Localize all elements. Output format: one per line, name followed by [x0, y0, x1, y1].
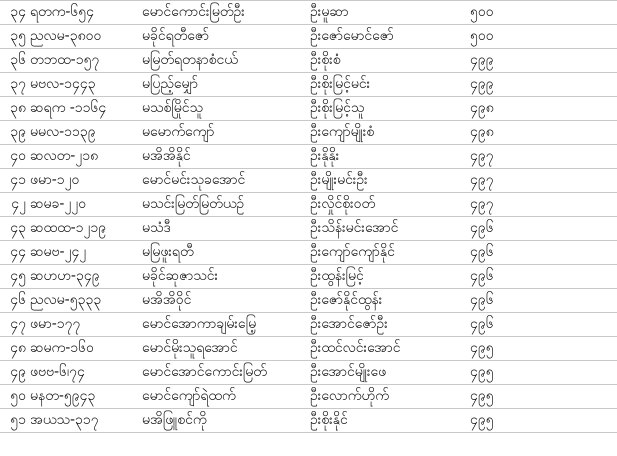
table-row — [0, 1, 617, 25]
table-row — [0, 409, 617, 433]
student-name: မသင်းမြတ်မြတ်ယဉ် — [140, 193, 308, 217]
roll-code: ဖမာ-၁၂၀ — [28, 169, 140, 193]
table-row — [0, 145, 617, 169]
father-name: ဦးစိုးမြင့်မင်း — [308, 73, 468, 97]
father-name: ဦးစိုးနိုင် — [308, 409, 468, 433]
student-name: မမြတ်ရတနာစံငယ် — [140, 49, 308, 73]
father-name: ဦးကျော်ကျော်နိုင် — [308, 241, 468, 265]
row-number: ၃၉ — [0, 121, 28, 145]
results-table-body — [0, 1, 617, 456]
student-name: မောင်အောင်ကောင်းမြတ် — [140, 361, 308, 385]
student-name: မောင်မင်းသုခအောင် — [140, 169, 308, 193]
row-number: ၄၆ — [0, 289, 28, 313]
table-row — [0, 385, 617, 409]
table-row — [0, 73, 617, 97]
father-name: ဦးစိုးစံ — [308, 49, 468, 73]
father-name: ဦးမူဆာ — [308, 1, 468, 25]
row-number: ၃၅ — [0, 25, 28, 49]
father-name: ဦးထင်လင်းအောင် — [308, 337, 468, 361]
student-name — [140, 433, 308, 456]
score: ၄၉၇ — [468, 193, 617, 217]
father-name: ဦးသိန်းမင်းအောင် — [308, 217, 468, 241]
score: ၄၉၇ — [468, 145, 617, 169]
table-row — [0, 97, 617, 121]
roll-code: ဆမခ-၂၂၀ — [28, 193, 140, 217]
score: ၄၉၆ — [468, 289, 617, 313]
father-name: ဦးမျိုးမင်းဦး — [308, 169, 468, 193]
student-name: မမောက်ကျော် — [140, 121, 308, 145]
score: ၅၀၀ — [468, 25, 617, 49]
student-name: မအိအိနိုင် — [140, 145, 308, 169]
row-number: ၄၁ — [0, 169, 28, 193]
roll-code: ညလမ-၃၈၀၀ — [28, 25, 140, 49]
row-number: ၄၇ — [0, 313, 28, 337]
roll-code: ညလမ-၅၃၃၃ — [28, 289, 140, 313]
row-number: ၅၀ — [0, 385, 28, 409]
score — [468, 433, 617, 456]
father-name: ဦးကျော်မျိုးစံ — [308, 121, 468, 145]
father-name: ဦးဇော်မောင်ဇော် — [308, 25, 468, 49]
roll-code: ရတက-၆၅၄ — [28, 1, 140, 25]
roll-code: ဖမာ-၁၇၇ — [28, 313, 140, 337]
score: ၄၉၈ — [468, 121, 617, 145]
father-name: ဦးလောက်ဟိုက် — [308, 385, 468, 409]
student-name: မောင်မိုးသူရအောင် — [140, 337, 308, 361]
table-row — [0, 25, 617, 49]
roll-code: ဆရက -၁၁၆၄ — [28, 97, 140, 121]
score: ၄၉၉ — [468, 73, 617, 97]
row-number — [0, 433, 28, 456]
student-name: မောင်ကောင်းမြတ်ဦး — [140, 1, 308, 25]
student-name: မအိဖြူစင်ကို — [140, 409, 308, 433]
score: ၄၉၅ — [468, 361, 617, 385]
roll-code: ဖဗဗ-၆၊၇၄ — [28, 361, 140, 385]
score: ၄၉၆ — [468, 265, 617, 289]
table-row — [0, 337, 617, 361]
score: ၄၉၅ — [468, 409, 617, 433]
student-name: မအိအိဝိုင် — [140, 289, 308, 313]
row-number: ၅၁ — [0, 409, 28, 433]
score: ၄၉၆ — [468, 313, 617, 337]
father-name — [308, 433, 468, 456]
row-number: ၄၃ — [0, 217, 28, 241]
row-number: ၃၈ — [0, 97, 28, 121]
roll-code: ဆထထ-၁၂၁၉ — [28, 217, 140, 241]
roll-code: မဗလ-၁၄၄၃ — [28, 73, 140, 97]
father-name: ဦးဇော်နိုင်ထွန်း — [308, 289, 468, 313]
table-row — [0, 49, 617, 73]
row-number: ၃၇ — [0, 73, 28, 97]
table-row — [0, 265, 617, 289]
father-name: ဦးအောင်မျိုးဖေ — [308, 361, 468, 385]
roll-code: ဆဟဟ-၃၄၉ — [28, 265, 140, 289]
score: ၄၉၉ — [468, 49, 617, 73]
table-row — [0, 169, 617, 193]
father-name: ဦးထွန်းမြင့် — [308, 265, 468, 289]
student-name: မမြဖူးရတီ — [140, 241, 308, 265]
student-name: မောင်အောကာချမ်းမြေ့ — [140, 313, 308, 337]
student-name: မပြည့်မျှော် — [140, 73, 308, 97]
table-row — [0, 289, 617, 313]
table-row — [0, 193, 617, 217]
row-number: ၃၆ — [0, 49, 28, 73]
roll-code: အယသ-၃၁၇ — [28, 409, 140, 433]
score: ၅၀၀ — [468, 1, 617, 25]
father-name: ဦးအောင်ဇော်ဦး — [308, 313, 468, 337]
row-number: ၃၄ — [0, 1, 28, 25]
score: ၄၉၆ — [468, 241, 617, 265]
table-row — [0, 217, 617, 241]
row-number: ၄၄ — [0, 241, 28, 265]
father-name: ဦးနိုနိုး — [308, 145, 468, 169]
roll-code: ဆမဗ-၂၄၂ — [28, 241, 140, 265]
score: ၄၉၇ — [468, 169, 617, 193]
table-row — [0, 361, 617, 385]
roll-code: ဆမက-၁၆၀ — [28, 337, 140, 361]
roll-code: မနတ-၅၉၄၃ — [28, 385, 140, 409]
row-number: ၄၈ — [0, 337, 28, 361]
roll-code — [28, 433, 140, 456]
row-number: ၄၅ — [0, 265, 28, 289]
student-name: မသံဒီ — [140, 217, 308, 241]
student-name: မသစ်မြိုင်သူ — [140, 97, 308, 121]
table-row — [0, 433, 617, 456]
score: ၄၉၈ — [468, 97, 617, 121]
father-name: ဦးစိုးမြင့်သူ — [308, 97, 468, 121]
score: ၄၉၅ — [468, 385, 617, 409]
roll-code: ဆလတ-၂၁၈ — [28, 145, 140, 169]
row-number: ၄၉ — [0, 361, 28, 385]
student-name: မောင်ကျော်ရဲထက် — [140, 385, 308, 409]
row-number: ၄၀ — [0, 145, 28, 169]
student-name: မခိုင်ရတီဇော် — [140, 25, 308, 49]
student-name: မခိုင်ဆုဇာသင်း — [140, 265, 308, 289]
table-row — [0, 241, 617, 265]
row-number: ၄၂ — [0, 193, 28, 217]
score: ၄၉၆ — [468, 217, 617, 241]
roll-code: မမလ-၁၁၃၉ — [28, 121, 140, 145]
score: ၄၉၅ — [468, 337, 617, 361]
roll-code: တဘထ-၁၅၇ — [28, 49, 140, 73]
table-row — [0, 313, 617, 337]
table-row — [0, 121, 617, 145]
father-name: ဦးလှိုင်စိုးဝတ် — [308, 193, 468, 217]
